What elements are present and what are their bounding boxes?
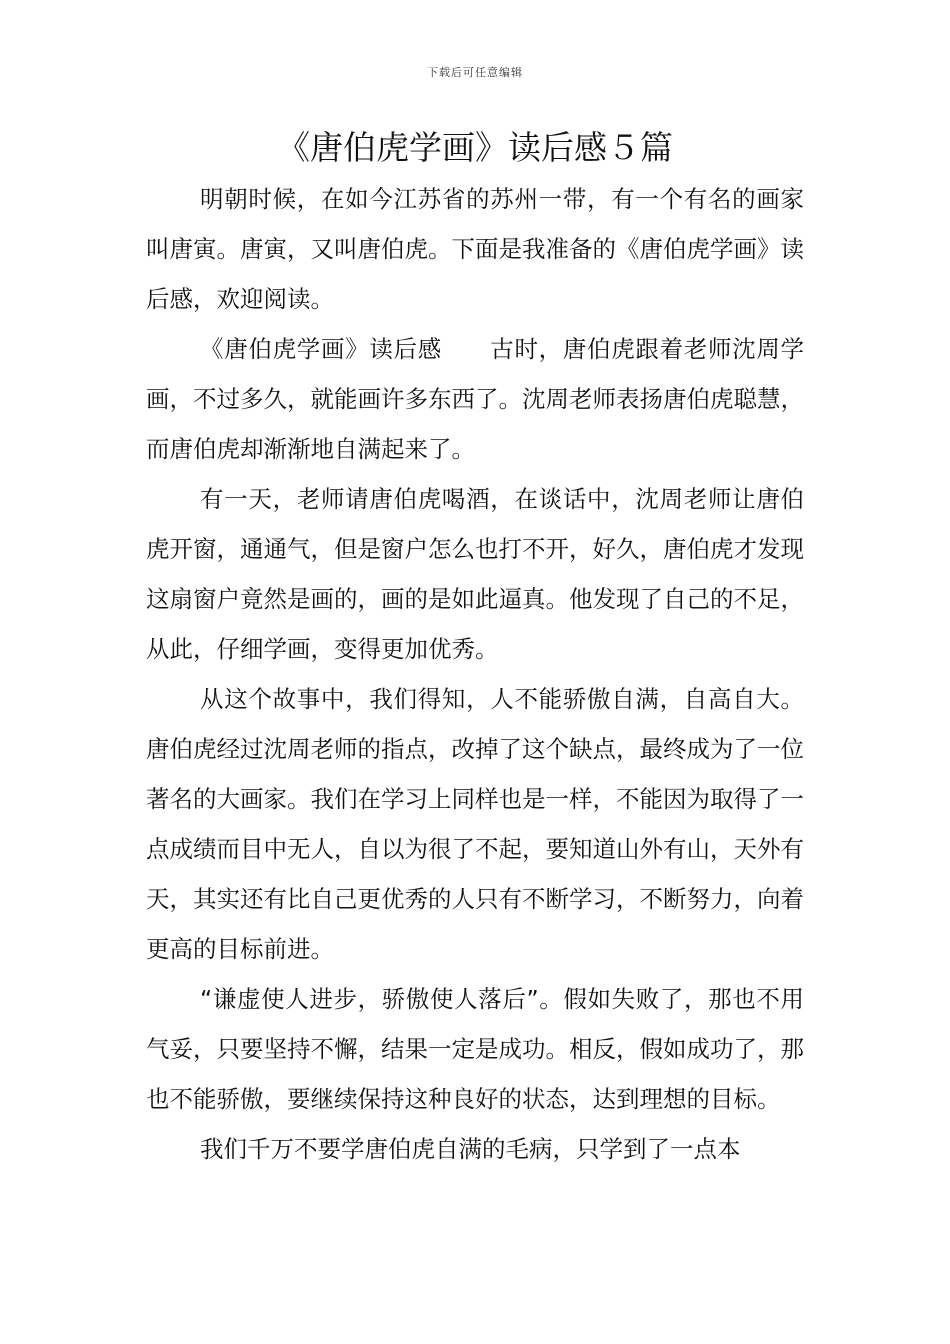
paragraph-quote: “谦虚使人进步，骄傲使人落后”。假如失败了，那也不用气妥，只要坚持不懈，结果一定是成功。相反，假如成功了，那也不能骄傲，要继续保持这种良好的状态，达到理想的目标。 <box>146 985 804 1113</box>
paragraph-intro: 明朝时候，在如今江苏省的苏州一带，有一个有名的画家叫唐寅。唐寅，又叫唐伯虎。下面是我准备的《唐伯虎学画》读后感，欢迎阅读。 <box>146 185 804 313</box>
paragraph-closing: 我们千万不要学唐伯虎自满的毛病，只学到了一点本 <box>200 1135 741 1163</box>
paragraph-window: 有一天，老师请唐伯虎喝酒，在谈话中，沈周老师让唐伯虎开窗，通通气，但是窗户怎么也打不开，好久，唐伯虎才发现这扇窗户竟然是画的，画的是如此逼真。他发现了自己的不足，从此，仔细学画，变得更加优秀。 <box>146 485 804 663</box>
paragraph-lesson: 从这个故事中，我们得知，人不能骄傲自满，自高自大。唐伯虎经过沈周老师的指点，改掉了这个缺点，最终成为了一位著名的大画家。我们在学习上同样也是一样，不能因为取得了一点成绩而目中无人，自以为很了不起，要知道山外有山，天外有天，其实还有比自己更优秀的人只有不断学习，不断努力，向着更高的目标前进。 <box>146 685 804 963</box>
paragraph-story-start: 《唐伯虎学画》读后感 古时，唐伯虎跟着老师沈周学画，不过多久，就能画许多东西了。沈周老师表扬唐伯虎聪慧，而唐伯虎却渐渐地自满起来了。 <box>146 335 804 463</box>
header-note: 下载后可任意编辑 <box>427 66 523 79</box>
document-title: 《唐伯虎学画》读后感５篇 <box>277 128 673 167</box>
document-body <box>146 174 804 1174</box>
